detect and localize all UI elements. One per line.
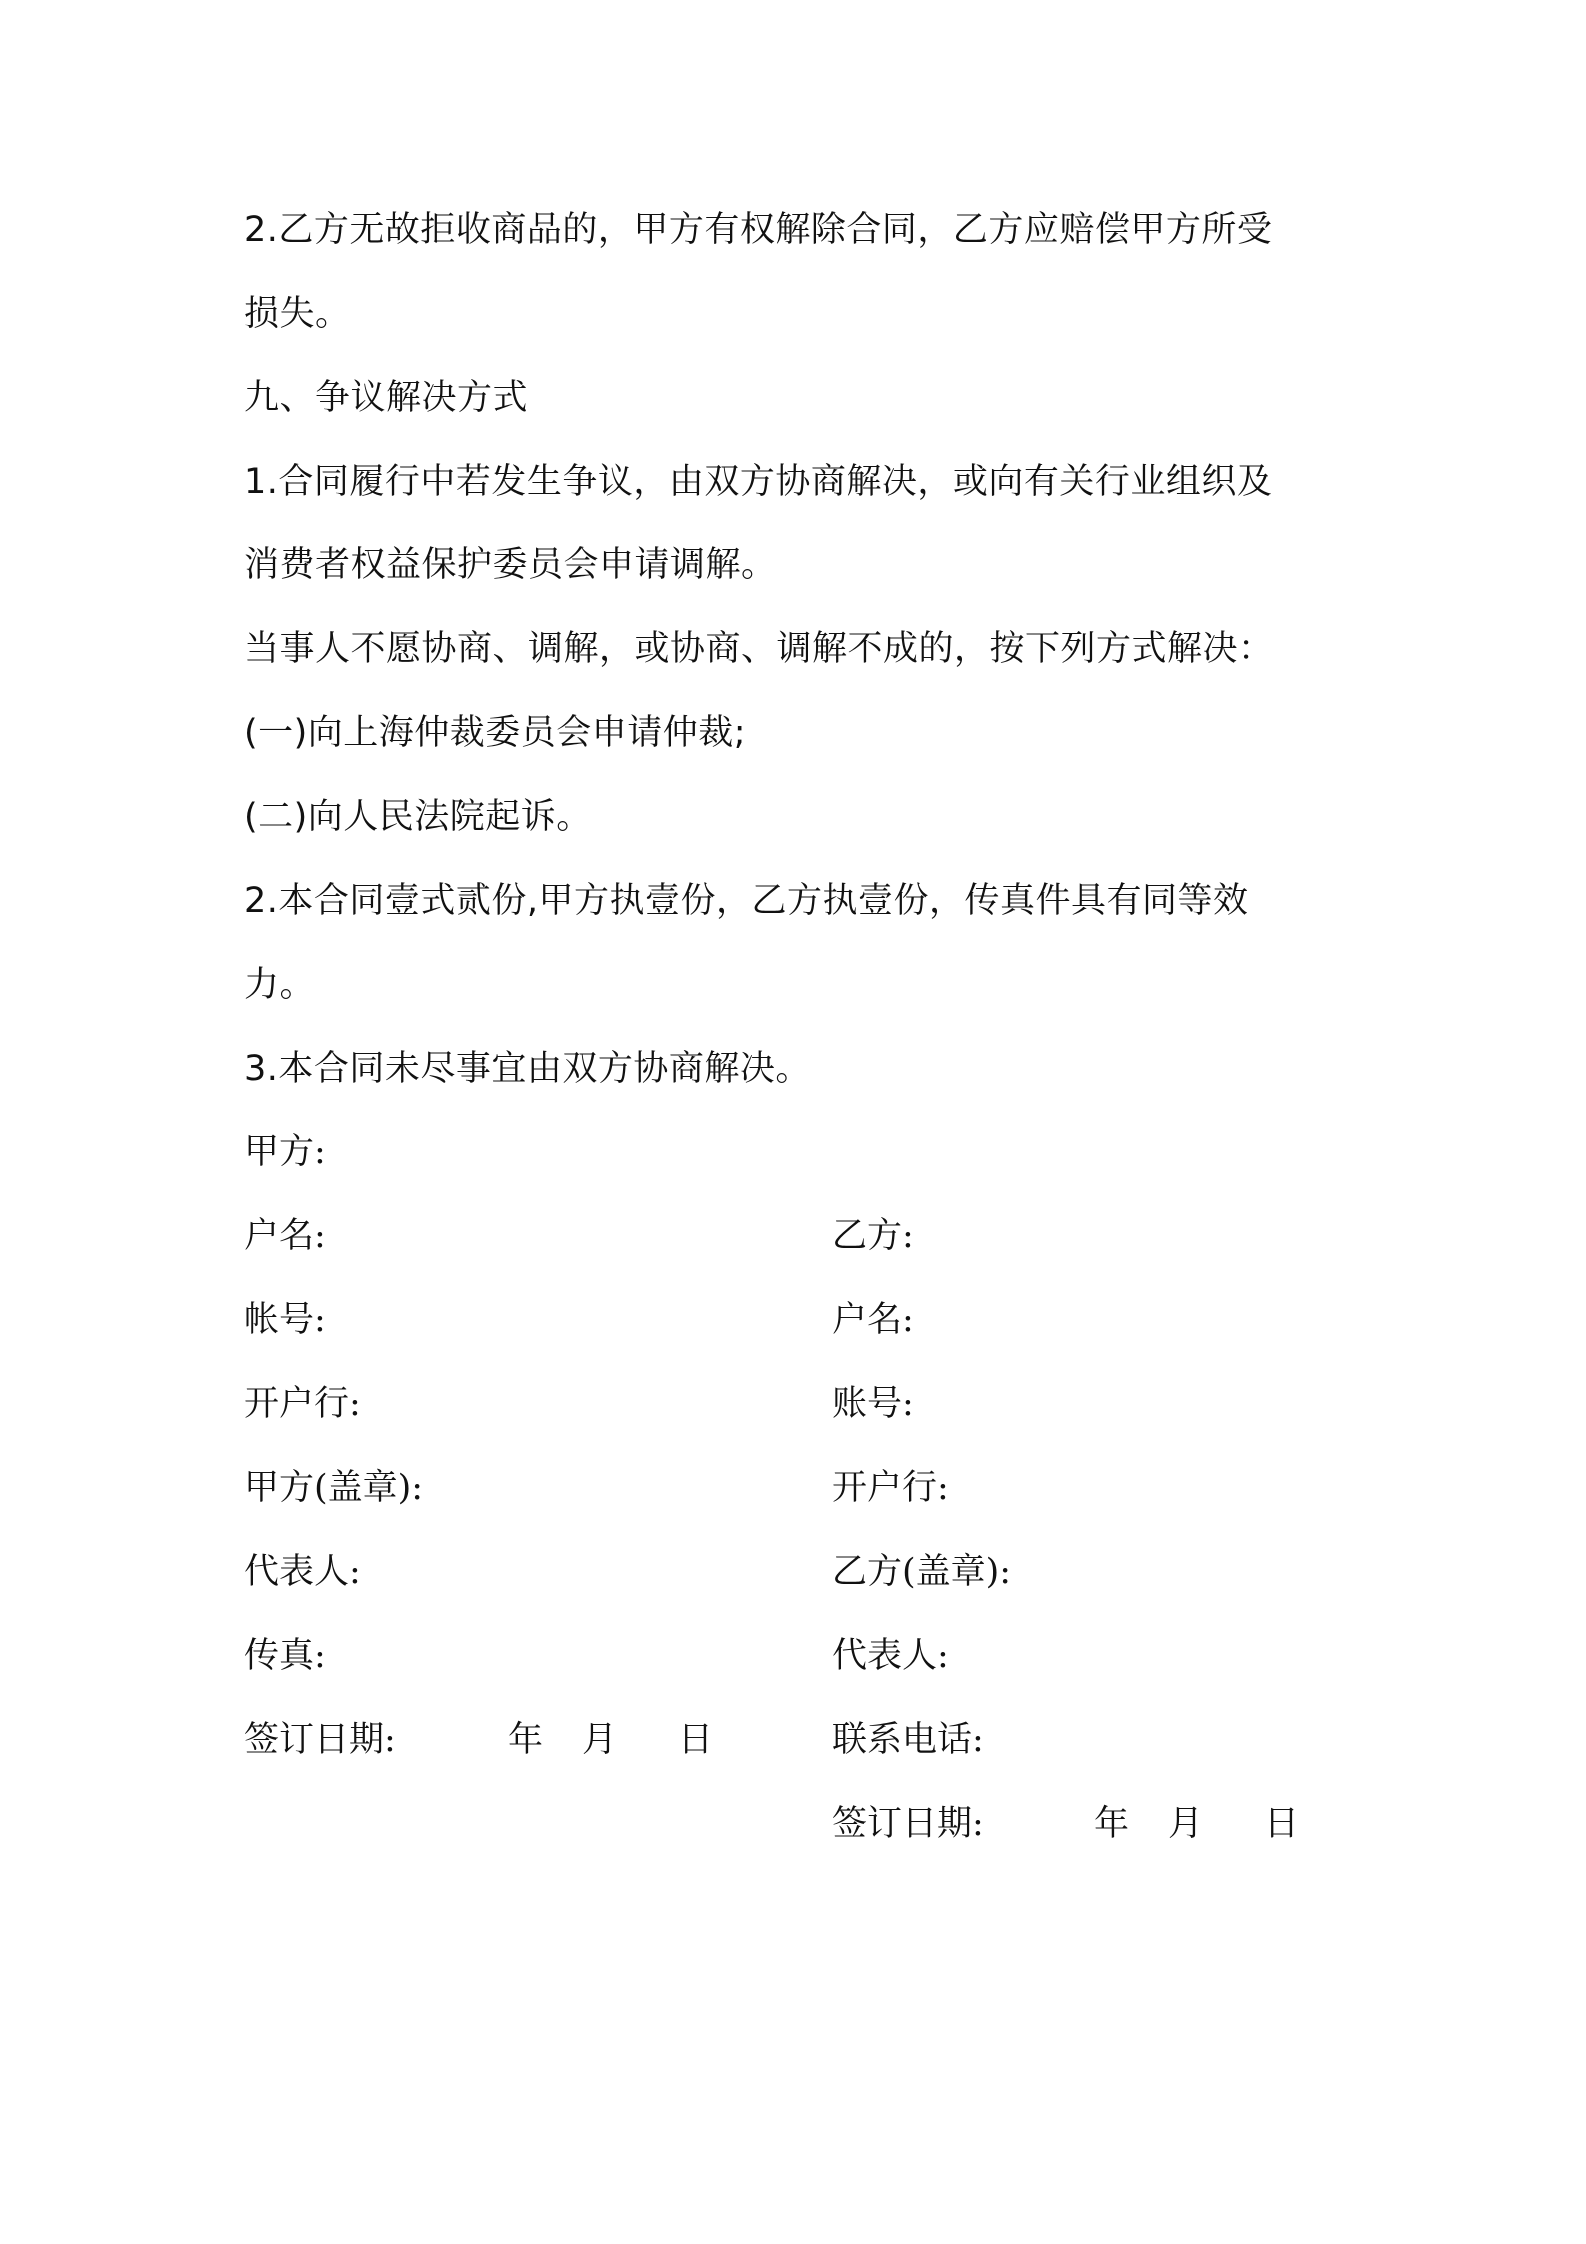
party-b-heading: 乙方: (832, 1216, 914, 1256)
party-b-sign-day: 日 (1264, 1804, 1300, 1844)
party-b-account-no: 账号: (832, 1384, 914, 1424)
party-a-fax: 传真: (244, 1636, 326, 1676)
party-a-sign-date-label: 签订日期: (244, 1720, 396, 1760)
party-a-account-no: 帐号: (244, 1300, 326, 1340)
clause-9-3: 3.本合同未尽事宜由双方协商解决。 (244, 1049, 811, 1089)
party-a-sign-year: 年 (508, 1720, 544, 1760)
party-a-heading: 甲方: (244, 1132, 326, 1172)
party-b-phone: 联系电话: (832, 1720, 984, 1760)
dispute-methods-intro: 当事人不愿协商、调解，或协商、调解不成的，按下列方式解决： (244, 629, 1274, 669)
party-b-sign-month: 月 (1168, 1804, 1204, 1844)
dispute-option-court: (二)向人民法院起诉。 (244, 797, 592, 837)
clause-9-2-line-2: 力。 (244, 965, 316, 1005)
party-a-bank: 开户行: (244, 1384, 361, 1424)
party-b-representative: 代表人: (832, 1636, 949, 1676)
party-a-account-name: 户名: (244, 1216, 326, 1256)
party-a-sign-month: 月 (582, 1720, 618, 1760)
party-b-seal: 乙方(盖章): (832, 1552, 1012, 1592)
party-a-sign-day: 日 (678, 1720, 714, 1760)
party-b-sign-year: 年 (1094, 1804, 1130, 1844)
dispute-option-arbitration: (一)向上海仲裁委员会申请仲裁; (244, 713, 747, 753)
clause-9-1-line-2: 消费者权益保护委员会申请调解。 (244, 545, 777, 585)
party-a-representative: 代表人: (244, 1552, 361, 1592)
clause-8-2-line-1: 2.乙方无故拒收商品的，甲方有权解除合同，乙方应赔偿甲方所受 (244, 210, 1273, 250)
party-b-bank: 开户行: (832, 1468, 949, 1508)
section-9-heading: 九、争议解决方式 (244, 378, 529, 418)
clause-9-2-line-1: 2.本合同壹式贰份,甲方执壹份，乙方执壹份，传真件具有同等效 (244, 881, 1249, 921)
party-a-seal: 甲方(盖章): (244, 1468, 424, 1508)
clause-8-2-line-2: 损失。 (244, 294, 351, 334)
party-b-account-name: 户名: (832, 1300, 914, 1340)
party-b-sign-date-label: 签订日期: (832, 1804, 984, 1844)
clause-9-1-line-1: 1.合同履行中若发生争议，由双方协商解决，或向有关行业组织及 (244, 462, 1273, 502)
